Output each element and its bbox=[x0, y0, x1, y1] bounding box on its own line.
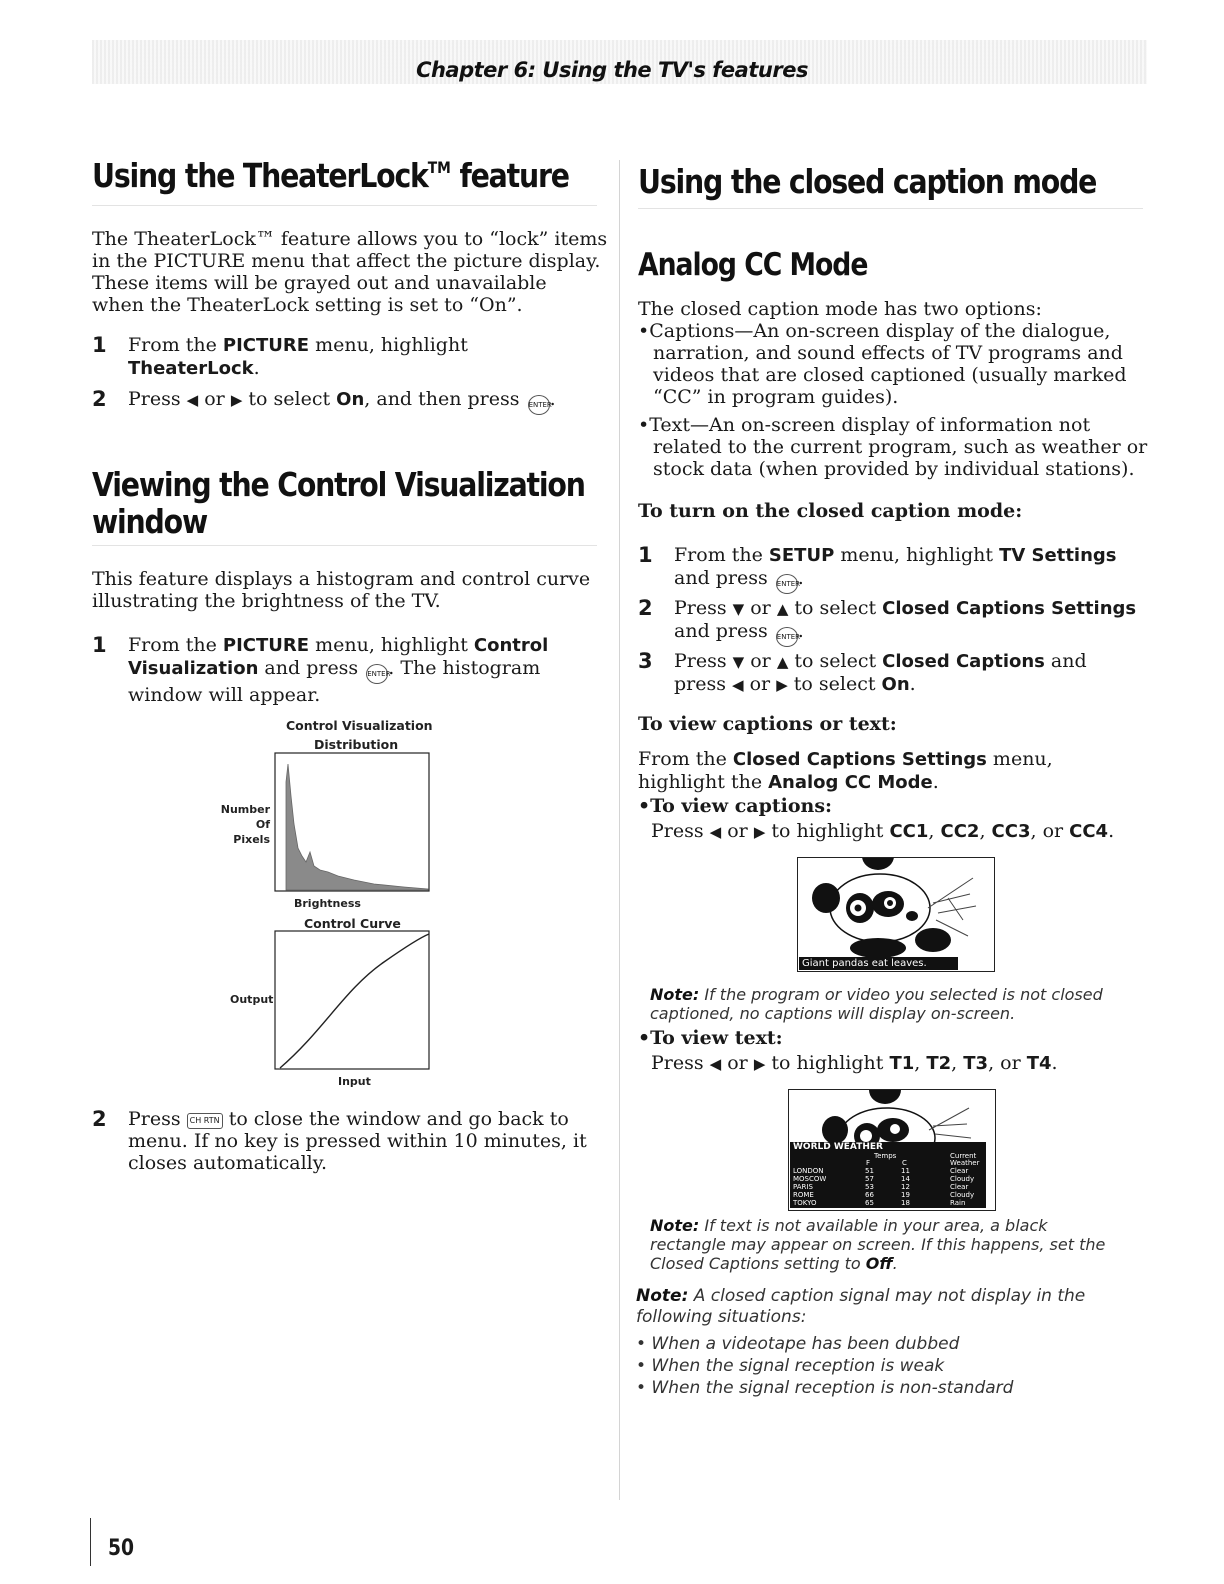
view-text-label: •To view text: bbox=[638, 1027, 783, 1049]
step-text: menu. If no key is pressed within 10 minutes, it bbox=[128, 1130, 587, 1152]
weather-cond: Cloudy bbox=[950, 1175, 975, 1183]
weather-city: ROME bbox=[793, 1191, 814, 1199]
weather-f: 66 bbox=[865, 1191, 874, 1199]
text-line: The closed caption mode has two options: bbox=[638, 298, 1042, 320]
control-paragraph bbox=[92, 568, 590, 612]
weather-city: PARIS bbox=[793, 1183, 813, 1191]
weather-c-header: C bbox=[902, 1159, 907, 1167]
menu-item-name: Closed Captions bbox=[882, 651, 1045, 672]
heading-rule bbox=[638, 208, 1143, 209]
up-arrow-icon: ▲ bbox=[776, 653, 789, 671]
heading-rule bbox=[92, 205, 597, 206]
enter-button-icon: ENTER bbox=[528, 395, 550, 415]
weather-cond: Cloudy bbox=[950, 1191, 975, 1199]
view-label: To view captions or text: bbox=[638, 713, 897, 735]
turn-on-label: To turn on the closed caption mode: bbox=[638, 500, 1023, 522]
step-number: 1 bbox=[92, 633, 107, 657]
note-text: If the program or video you selected is not closed bbox=[699, 985, 1103, 1004]
theaterlock-step-2 bbox=[92, 388, 592, 412]
list-item: • When a videotape has been dubbed bbox=[636, 1334, 960, 1354]
cc-intro bbox=[638, 298, 1158, 320]
step-text: window will appear. bbox=[128, 684, 321, 706]
weather-city: LONDON bbox=[793, 1167, 824, 1175]
step-text: Press bbox=[674, 650, 733, 672]
weather-c: 18 bbox=[901, 1199, 910, 1207]
text-segment: , or bbox=[988, 1052, 1027, 1074]
text-bullet bbox=[638, 414, 1158, 480]
weather-row bbox=[793, 1167, 983, 1175]
step-text: closes automatically. bbox=[128, 1152, 328, 1174]
step-text: . bbox=[797, 620, 804, 642]
weather-row bbox=[793, 1183, 983, 1191]
option-name: CC3 bbox=[991, 821, 1031, 842]
text-line: videos that are closed captioned (usually marked bbox=[653, 364, 1127, 386]
step-text: and press bbox=[258, 657, 365, 679]
note-text: . bbox=[892, 1254, 898, 1273]
weather-city: MOSCOW bbox=[793, 1175, 827, 1183]
caption-screen-illustration bbox=[797, 857, 995, 972]
theaterlock-heading-suffix: feature bbox=[450, 156, 569, 195]
text-line: in the PICTURE menu that affect the picture display. bbox=[92, 250, 601, 272]
text-line: This feature displays a histogram and control curve bbox=[92, 568, 591, 590]
trademark-mark: TM bbox=[427, 158, 451, 177]
weather-table bbox=[793, 1167, 983, 1207]
histogram-chart bbox=[274, 752, 430, 892]
step-number: 1 bbox=[92, 333, 107, 357]
text-screen-illustration bbox=[788, 1089, 996, 1211]
text-segment: , bbox=[928, 820, 941, 842]
text-line: “CC” in program guides). bbox=[653, 386, 899, 408]
step-text: and press bbox=[674, 620, 774, 642]
weather-weather-header: Weather bbox=[950, 1159, 980, 1167]
weather-cond: Rain bbox=[950, 1199, 966, 1207]
text-segment: From the bbox=[638, 748, 733, 770]
step-text: to select bbox=[242, 388, 337, 410]
control-visualization-heading bbox=[92, 466, 585, 540]
menu-name: PICTURE bbox=[222, 635, 310, 656]
text-line: •Text—An on-screen display of information not bbox=[638, 414, 1091, 436]
step-text: From the bbox=[128, 634, 223, 656]
step-text: menu, highlight bbox=[834, 544, 1000, 566]
ch-rtn-button-icon: CH RTN bbox=[187, 1113, 223, 1129]
text-segment: . bbox=[1051, 1052, 1058, 1074]
control-step-1 bbox=[92, 634, 602, 704]
view-paragraph bbox=[638, 748, 1158, 794]
text-line: •Captions—An on-screen display of the dialogue, bbox=[638, 320, 1111, 342]
step-text: menu, highlight bbox=[309, 334, 468, 356]
option-name: T1 bbox=[889, 1053, 915, 1074]
weather-c: 12 bbox=[901, 1183, 910, 1191]
right-arrow-icon: ▶ bbox=[753, 823, 766, 841]
text-segment: . bbox=[932, 771, 939, 793]
text-segment: Press bbox=[651, 1052, 710, 1074]
note-text-unavailable bbox=[650, 1216, 1160, 1273]
step-text: Press bbox=[128, 1108, 187, 1130]
curve-frame bbox=[275, 931, 429, 1069]
curve-xlabel: Input bbox=[338, 1075, 371, 1088]
panda-illustration bbox=[798, 858, 994, 971]
down-arrow-icon: ▼ bbox=[732, 600, 745, 618]
option-name: On bbox=[336, 389, 365, 410]
menu-item-name: Visualization bbox=[128, 658, 259, 679]
cc-step-2 bbox=[638, 597, 1158, 645]
note-label: Note: bbox=[636, 1286, 689, 1306]
option-name: T3 bbox=[963, 1053, 989, 1074]
option-name: On bbox=[881, 674, 910, 695]
step-text: Press bbox=[674, 597, 733, 619]
cc-step-3 bbox=[638, 650, 1158, 698]
step-text: . The histogram bbox=[388, 657, 541, 679]
control-curve-title: Control Curve bbox=[304, 916, 401, 931]
view-captions-label: •To view captions: bbox=[638, 795, 833, 817]
step-number: 2 bbox=[638, 596, 653, 620]
text-line: related to the current program, such as weather or bbox=[653, 436, 1148, 458]
note-text: rectangle may appear on screen. If this happens, set the bbox=[650, 1235, 1106, 1254]
left-arrow-icon: ◀ bbox=[709, 1055, 722, 1073]
right-arrow-icon: ▶ bbox=[753, 1055, 766, 1073]
chapter-title: Chapter 6: Using the TV's features bbox=[416, 58, 808, 82]
weather-title: WORLD WEATHER bbox=[793, 1142, 883, 1152]
step-text: and bbox=[1044, 650, 1087, 672]
step-text: Press bbox=[128, 388, 187, 410]
axis-label: Pixels bbox=[233, 833, 270, 846]
up-arrow-icon: ▲ bbox=[776, 600, 789, 618]
left-arrow-icon: ◀ bbox=[732, 676, 744, 694]
menu-item-name: Closed Captions Settings bbox=[882, 598, 1137, 619]
option-name: CC4 bbox=[1069, 821, 1109, 842]
note-text: A closed caption signal may not display in the bbox=[688, 1286, 1086, 1306]
weather-c: 14 bbox=[901, 1175, 910, 1183]
weather-f: 65 bbox=[865, 1199, 874, 1207]
right-arrow-icon: ▶ bbox=[776, 676, 788, 694]
step-text: to close the window and go back to bbox=[222, 1108, 569, 1130]
axis-label: Of bbox=[255, 818, 270, 831]
text-line: These items will be grayed out and unavailable bbox=[92, 272, 547, 294]
menu-name: Closed Captions Settings bbox=[732, 749, 987, 770]
heading-line: window bbox=[92, 502, 207, 541]
heading-line: Viewing the Control Visualization bbox=[92, 465, 585, 504]
control-curve-chart bbox=[274, 930, 430, 1070]
text-segment: , bbox=[979, 820, 992, 842]
note-not-captioned bbox=[650, 985, 1150, 1023]
text-line: The TheaterLock™ feature allows you to “lock” items bbox=[92, 228, 608, 250]
weather-f: 51 bbox=[865, 1167, 874, 1175]
menu-item-name: Control bbox=[473, 635, 549, 656]
text-line: stock data (when provided by individual stations). bbox=[653, 458, 1135, 480]
step-text: press bbox=[674, 673, 733, 695]
step-text: to select bbox=[787, 673, 882, 695]
step-text: . bbox=[549, 388, 556, 410]
text-segment: or bbox=[721, 1052, 754, 1074]
list-item: • When the signal reception is non-standard bbox=[636, 1378, 1014, 1398]
closed-caption-heading: Using the closed caption mode bbox=[638, 162, 1097, 201]
note-label: Note: bbox=[650, 1216, 700, 1235]
view-text-text bbox=[651, 1052, 1161, 1075]
weather-c: 11 bbox=[901, 1167, 910, 1175]
step-number: 1 bbox=[638, 543, 653, 567]
text-line: illustrating the brightness of the TV. bbox=[92, 590, 441, 612]
page-number: 50 bbox=[108, 1536, 135, 1561]
weather-f: 57 bbox=[865, 1175, 874, 1183]
text-segment: , or bbox=[1030, 820, 1070, 842]
step-text: or bbox=[744, 597, 777, 619]
step-text: . bbox=[253, 357, 260, 379]
left-arrow-icon: ◀ bbox=[186, 391, 199, 409]
histogram-xlabel: Brightness bbox=[294, 897, 361, 910]
step-text: From the bbox=[674, 544, 769, 566]
page-number-rule bbox=[90, 1518, 91, 1566]
text-segment: or bbox=[721, 820, 754, 842]
step-number: 2 bbox=[92, 1107, 107, 1131]
weather-row bbox=[793, 1191, 983, 1199]
distribution-title: Distribution bbox=[314, 737, 399, 752]
text-segment: , bbox=[914, 1052, 927, 1074]
step-text: From the bbox=[128, 334, 223, 356]
weather-row bbox=[793, 1199, 983, 1207]
text-segment: Press bbox=[651, 820, 710, 842]
text-line: narration, and sound effects of TV programs and bbox=[653, 342, 1123, 364]
down-arrow-icon: ▼ bbox=[732, 653, 745, 671]
weather-city: TOKYO bbox=[793, 1199, 817, 1207]
option-name: T4 bbox=[1026, 1053, 1052, 1074]
menu-item-name: TheaterLock bbox=[128, 358, 254, 379]
note-text: following situations: bbox=[636, 1307, 807, 1327]
step-text: to select bbox=[788, 597, 883, 619]
right-arrow-icon: ▶ bbox=[230, 391, 243, 409]
weather-cond: Clear bbox=[950, 1167, 969, 1175]
analog-cc-heading: Analog CC Mode bbox=[638, 247, 868, 283]
left-arrow-icon: ◀ bbox=[709, 823, 722, 841]
step-text: or bbox=[743, 673, 777, 695]
step-text: to select bbox=[788, 650, 883, 672]
option-name: T2 bbox=[926, 1053, 952, 1074]
option-name: CC2 bbox=[940, 821, 980, 842]
step-text: . bbox=[797, 567, 804, 589]
enter-button-icon: ENTER bbox=[776, 627, 798, 647]
note-text: Closed Captions setting to bbox=[650, 1254, 866, 1273]
caption-bar: Giant pandas eat leaves. bbox=[799, 957, 958, 970]
text-line: when the TheaterLock setting is set to “On”. bbox=[92, 294, 523, 316]
axis-label: Number bbox=[220, 803, 270, 816]
step-text: and press bbox=[674, 567, 774, 589]
weather-c: 19 bbox=[901, 1191, 910, 1199]
text-segment: highlight the bbox=[638, 771, 769, 793]
theaterlock-paragraph bbox=[92, 228, 607, 316]
view-captions-text bbox=[651, 820, 1161, 843]
theaterlock-heading-text: Using the TheaterLock bbox=[92, 156, 428, 195]
step-text: . bbox=[909, 673, 916, 695]
note-text: captioned, no captions will display on-screen. bbox=[650, 1004, 1016, 1023]
text-segment: to highlight bbox=[765, 820, 890, 842]
weather-panel bbox=[790, 1142, 986, 1208]
column-divider bbox=[619, 160, 620, 1500]
step-number: 3 bbox=[638, 649, 653, 673]
menu-item-name: Analog CC Mode bbox=[768, 772, 933, 793]
step-text: or bbox=[744, 650, 777, 672]
situations-list bbox=[636, 1333, 1156, 1399]
option-name: CC1 bbox=[889, 821, 929, 842]
option-name: Off bbox=[865, 1254, 893, 1273]
text-segment: menu, bbox=[986, 748, 1053, 770]
note-text: If text is not available in your area, a black bbox=[699, 1216, 1048, 1235]
weather-cond: Clear bbox=[950, 1183, 969, 1191]
text-segment: . bbox=[1108, 820, 1115, 842]
histogram-ylabel bbox=[210, 802, 270, 847]
cc-step-1 bbox=[638, 544, 1158, 592]
theaterlock-heading bbox=[92, 158, 569, 194]
weather-current-header: Current bbox=[950, 1152, 977, 1160]
note-label: Note: bbox=[650, 985, 700, 1004]
step-text: , and then press bbox=[364, 388, 526, 410]
step-text: or bbox=[198, 388, 231, 410]
weather-f: 53 bbox=[865, 1183, 874, 1191]
control-step-2 bbox=[92, 1108, 602, 1178]
weather-f-header: F bbox=[866, 1159, 871, 1167]
step-number: 2 bbox=[92, 387, 107, 411]
text-segment: to highlight bbox=[765, 1052, 890, 1074]
theaterlock-step-1 bbox=[92, 334, 592, 382]
captions-bullet bbox=[638, 320, 1158, 408]
menu-item-name: TV Settings bbox=[999, 545, 1117, 566]
enter-button-icon: ENTER bbox=[776, 574, 798, 594]
step-text: menu, highlight bbox=[309, 634, 474, 656]
enter-button-icon: ENTER bbox=[366, 664, 388, 684]
weather-temps-header: Temps bbox=[874, 1152, 897, 1160]
note-signal bbox=[636, 1286, 1156, 1328]
curve-ylabel: Output bbox=[230, 993, 274, 1006]
menu-name: PICTURE bbox=[222, 335, 310, 356]
figure-title: Control Visualization bbox=[286, 718, 433, 733]
text-segment: , bbox=[951, 1052, 964, 1074]
heading-rule bbox=[92, 545, 597, 546]
list-item: • When the signal reception is weak bbox=[636, 1356, 945, 1376]
weather-row bbox=[793, 1175, 983, 1183]
menu-name: SETUP bbox=[768, 545, 835, 566]
